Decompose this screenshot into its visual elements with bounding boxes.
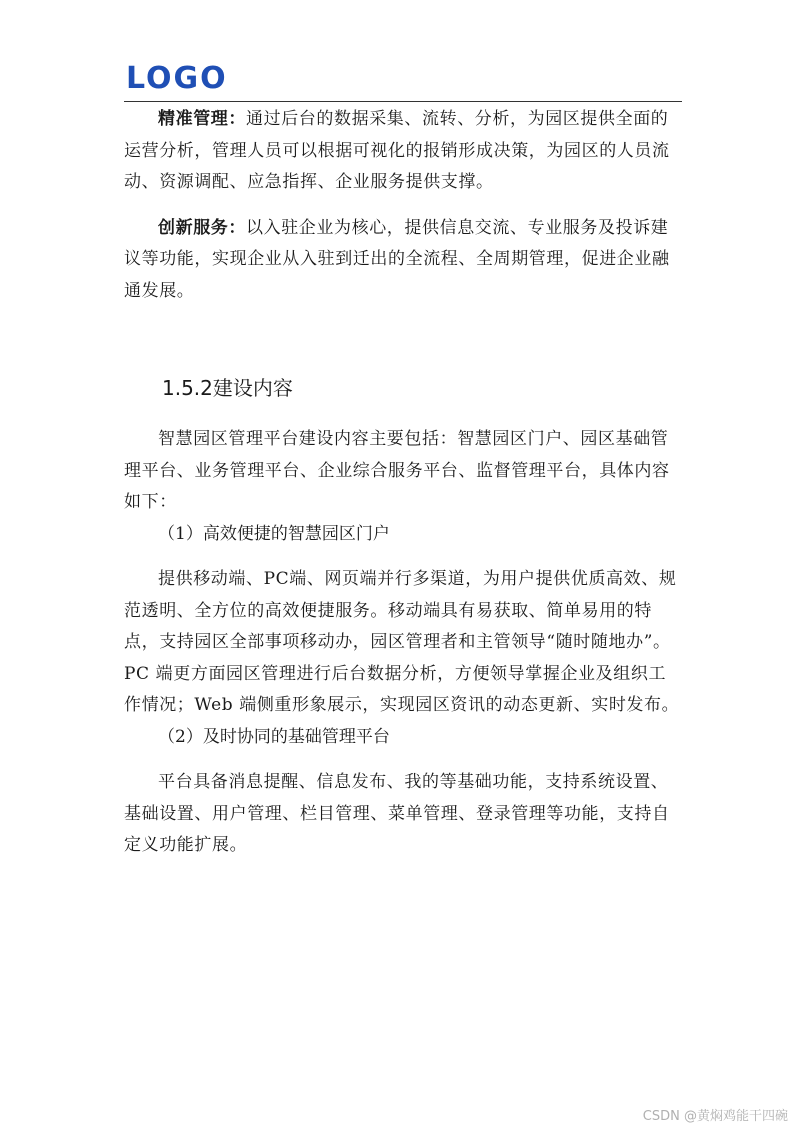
item2-text: 平台具备消息提醒、信息发布、我的等基础功能，支持系统设置、基础设置、用户管理、栏目管理、菜单管理、登录管理等功能，支持自定义功能扩展。 bbox=[124, 772, 670, 855]
section-heading: 1.5.2建设内容 bbox=[162, 376, 293, 400]
page-header bbox=[124, 62, 682, 102]
paragraph-intro: 智慧园区管理平台建设内容主要包括：智慧园区门户、园区基础管理平台、业务管理平台、企业综合服务平台、监督管理平台，具体内容如下： bbox=[124, 429, 670, 512]
watermark: CSDN @黄焖鸡能干四碗 bbox=[642, 1109, 788, 1124]
item1-text: 提供移动端、PC端、网页端并行多渠道，为用户提供优质高效、规范透明、全方位的高效便捷服务。移动端具有易获取、简单易用的特点，支持园区全部事项移动办，园区管理者和主管领导“随时随地办”。PC 端更方面园区管理进行后台数据分析，方便领导掌握企业及组织工作情况；Web 端侧重形象展示，实现园区资讯的动态更新、实时发布。 bbox=[124, 569, 680, 715]
item1-title: （1）高效便捷的智慧园区门户 bbox=[158, 523, 390, 544]
text-precise-management: 通过后台的数据采集、流转、分析，为园区提供全面的运营分析，管理人员可以根据可视化的报销形成决策，为园区的人员流动、资源调配、应急指挥、企业服务提供支撑。 bbox=[124, 109, 670, 192]
logo: LOGO bbox=[126, 61, 228, 96]
label-innovation-service: 创新服务： bbox=[158, 217, 246, 238]
paragraph-precise-management bbox=[124, 104, 682, 199]
item2-title: （2）及时协同的基础管理平台 bbox=[158, 726, 390, 747]
paragraph-innovation-service bbox=[124, 213, 682, 308]
document-body-2 bbox=[124, 424, 682, 862]
document-body bbox=[124, 104, 682, 307]
label-precise-management: 精准管理： bbox=[158, 109, 246, 129]
text-innovation-service: 以入驻企业为核心，提供信息交流、专业服务及投诉建议等功能，实现企业从入驻到迁出的全流程、全周期管理，促进企业融通发展。 bbox=[124, 217, 670, 301]
